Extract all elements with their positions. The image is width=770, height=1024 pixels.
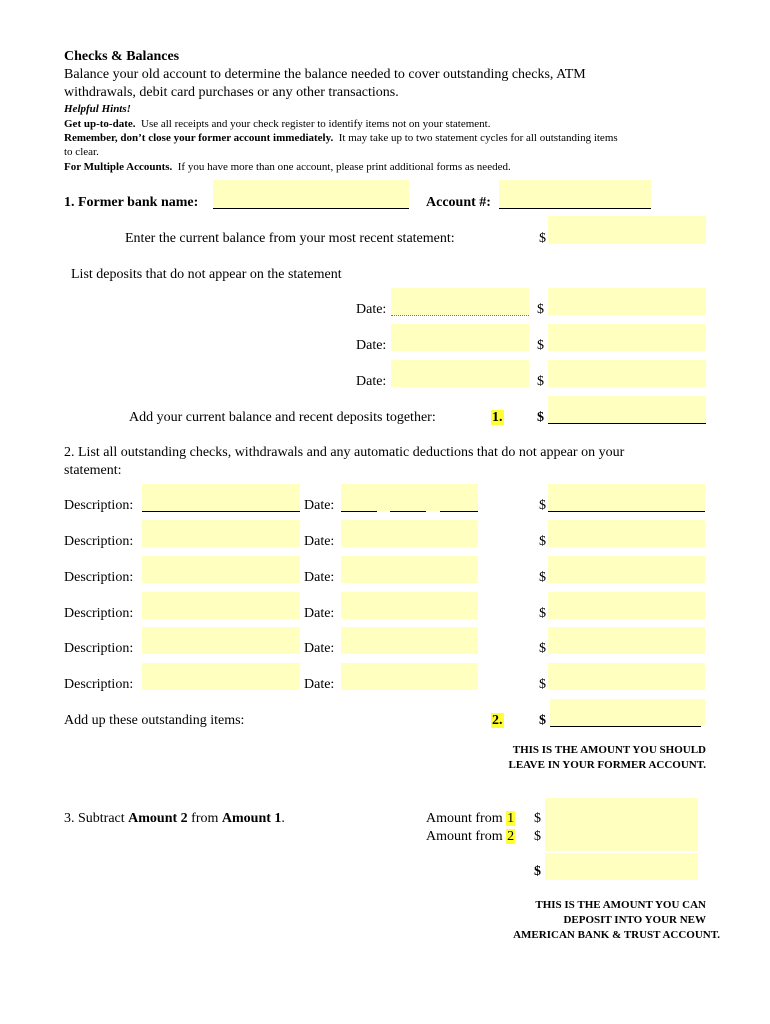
former-bank-name-input[interactable]	[213, 180, 409, 208]
deposit-note-line-2: DEPOSIT INTO YOUR NEW	[563, 914, 706, 926]
account-number-label: Account #:	[426, 195, 491, 210]
deposit-amount-input-1[interactable]	[548, 288, 706, 315]
outstanding-amount-input-6[interactable]	[548, 663, 705, 690]
amount-from-1-label	[426, 810, 515, 827]
add-outstanding-label: Add up these outstanding items:	[64, 713, 245, 728]
deposits-label: List deposits that do not appear on the statement	[71, 267, 342, 282]
currency-symbol: $	[534, 811, 541, 826]
deposit-amount-note	[470, 898, 706, 928]
deposit-date-input-2[interactable]	[391, 324, 529, 351]
date-label: Date:	[304, 570, 335, 585]
account-number-input[interactable]	[499, 180, 651, 208]
amount-from-text: Amount from	[426, 811, 503, 826]
account-number-underline	[499, 208, 651, 209]
total-2-underline	[550, 726, 701, 727]
deposit-date-input-3[interactable]	[391, 360, 529, 387]
page-title: Checks & Balances	[64, 49, 180, 64]
current-balance-label: Enter the current balance from your most recent statement:	[125, 231, 455, 246]
amount-from-2-input[interactable]	[545, 825, 698, 851]
date-label: Date:	[304, 498, 335, 513]
total-1-underline	[548, 423, 706, 424]
outstanding-amount-input-2[interactable]	[548, 520, 705, 547]
currency-symbol: $	[537, 374, 544, 389]
hint-3	[64, 160, 511, 174]
currency-symbol: $	[539, 534, 546, 549]
intro-line-2: withdrawals, debit card purchases or any other transactions.	[64, 85, 399, 100]
deposit-date-label: Date:	[356, 302, 387, 317]
date-label: Date:	[304, 677, 335, 692]
outstanding-amount-input-3[interactable]	[548, 556, 705, 583]
date-day-underline	[390, 511, 426, 512]
hint-1	[64, 117, 490, 131]
deposit-note-line-1: THIS IS THE AMOUNT YOU CAN	[535, 899, 706, 911]
amount-from-1-input[interactable]	[545, 798, 698, 825]
outstanding-date-input-3[interactable]	[341, 556, 478, 583]
date-label: Date:	[304, 606, 335, 621]
step-1-marker	[491, 409, 504, 426]
currency-symbol: $	[534, 864, 541, 879]
deposit-amount-input-2[interactable]	[548, 324, 706, 351]
deposit-note-line-3: AMERICAN BANK & TRUST ACCOUNT.	[513, 929, 720, 941]
section-3-amount-1: Amount 1	[221, 811, 282, 826]
outstanding-date-input-6[interactable]	[341, 663, 478, 690]
description-input-6[interactable]	[142, 663, 300, 690]
amount-from-2-label	[426, 828, 515, 845]
description-label: Description:	[64, 534, 134, 549]
currency-symbol: $	[537, 302, 544, 317]
description-input-3[interactable]	[142, 556, 300, 583]
step-2-number: 2.	[492, 713, 503, 728]
section-3-period: .	[281, 811, 285, 826]
deposit-date-label: Date:	[356, 338, 387, 353]
currency-symbol: $	[539, 606, 546, 621]
description-input-5[interactable]	[142, 627, 300, 654]
hint-2-text: It may take up to two statement cycles for all outstanding items	[338, 132, 618, 144]
intro-line-1: Balance your old account to determine the balance needed to cover outstanding checks, ATM	[64, 67, 586, 82]
hint-3-text: If you have more than one account, please print additional forms as needed.	[177, 161, 511, 173]
currency-symbol: $	[537, 338, 544, 353]
currency-symbol: $	[537, 410, 544, 425]
amount-from-text: Amount from	[426, 829, 503, 844]
amount-underline	[548, 511, 705, 512]
description-label: Description:	[64, 498, 134, 513]
currency-symbol: $	[539, 498, 546, 513]
hint-1-text: Use all receipts and your check register to identify items not on your statement.	[141, 118, 491, 130]
currency-symbol: $	[539, 231, 546, 246]
amount-1-ref: 1	[507, 811, 515, 826]
currency-symbol: $	[534, 829, 541, 844]
leave-amount-note-line-1: THIS IS THE AMOUNT YOU SHOULD	[512, 744, 706, 756]
section-3-label	[64, 810, 285, 827]
hint-2-cont: to clear.	[64, 146, 99, 158]
description-label: Description:	[64, 606, 134, 621]
date-label: Date:	[304, 641, 335, 656]
hints-label: Helpful Hints!	[64, 103, 131, 115]
section-3-prefix: 3. Subtract	[64, 811, 129, 826]
currency-symbol: $	[539, 677, 546, 692]
currency-symbol: $	[539, 713, 546, 728]
hint-3-bold: For Multiple Accounts.	[64, 161, 173, 173]
deposit-date-dotted-line	[391, 315, 529, 316]
former-bank-label: 1. Former bank name:	[64, 195, 199, 210]
section-2-label-line-1: 2. List all outstanding checks, withdrawals and any automatic deductions that do not appear on your	[64, 445, 625, 460]
section-3-amount-2: Amount 2	[128, 811, 188, 826]
date-year-underline	[440, 511, 478, 512]
date-label: Date:	[304, 534, 335, 549]
description-label: Description:	[64, 677, 134, 692]
step-1-number: 1.	[492, 410, 503, 425]
section-2-label-line-2: statement:	[64, 463, 122, 478]
currency-symbol: $	[539, 570, 546, 585]
outstanding-date-input-4[interactable]	[341, 592, 478, 619]
outstanding-amount-input-5[interactable]	[548, 627, 705, 654]
step-2-marker	[491, 712, 504, 729]
current-balance-input[interactable]	[548, 216, 706, 244]
amount-2-ref: 2	[507, 829, 515, 844]
leave-amount-note-line-2: LEAVE IN YOUR FORMER ACCOUNT.	[508, 759, 706, 771]
outstanding-date-input-1[interactable]	[341, 484, 478, 511]
add-balance-deposits-label: Add your current balance and recent deposits together:	[129, 410, 436, 425]
result-amount-input[interactable]	[545, 853, 698, 880]
total-2-input[interactable]	[550, 699, 705, 726]
description-input-2[interactable]	[142, 520, 300, 547]
deposit-date-label: Date:	[356, 374, 387, 389]
leave-amount-note	[470, 743, 706, 773]
description-label: Description:	[64, 570, 134, 585]
section-3-from: from	[187, 811, 222, 826]
hint-2	[64, 131, 618, 145]
currency-symbol: $	[539, 641, 546, 656]
description-input-1[interactable]	[142, 484, 300, 511]
outstanding-amount-input-1[interactable]	[548, 484, 705, 511]
description-underline	[142, 511, 300, 512]
outstanding-date-input-5[interactable]	[341, 627, 478, 654]
outstanding-amount-input-4[interactable]	[548, 592, 705, 619]
total-1-input[interactable]	[548, 396, 706, 423]
deposit-amount-input-3[interactable]	[548, 360, 706, 387]
outstanding-date-input-2[interactable]	[341, 520, 478, 547]
date-month-underline	[341, 511, 377, 512]
deposit-date-input-1[interactable]	[391, 288, 529, 315]
hint-2-bold: Remember, don’t close your former account immediately.	[64, 132, 334, 144]
former-bank-underline	[213, 208, 409, 209]
hint-1-bold: Get up-to-date.	[64, 118, 136, 130]
description-label: Description:	[64, 641, 134, 656]
description-input-4[interactable]	[142, 592, 300, 619]
